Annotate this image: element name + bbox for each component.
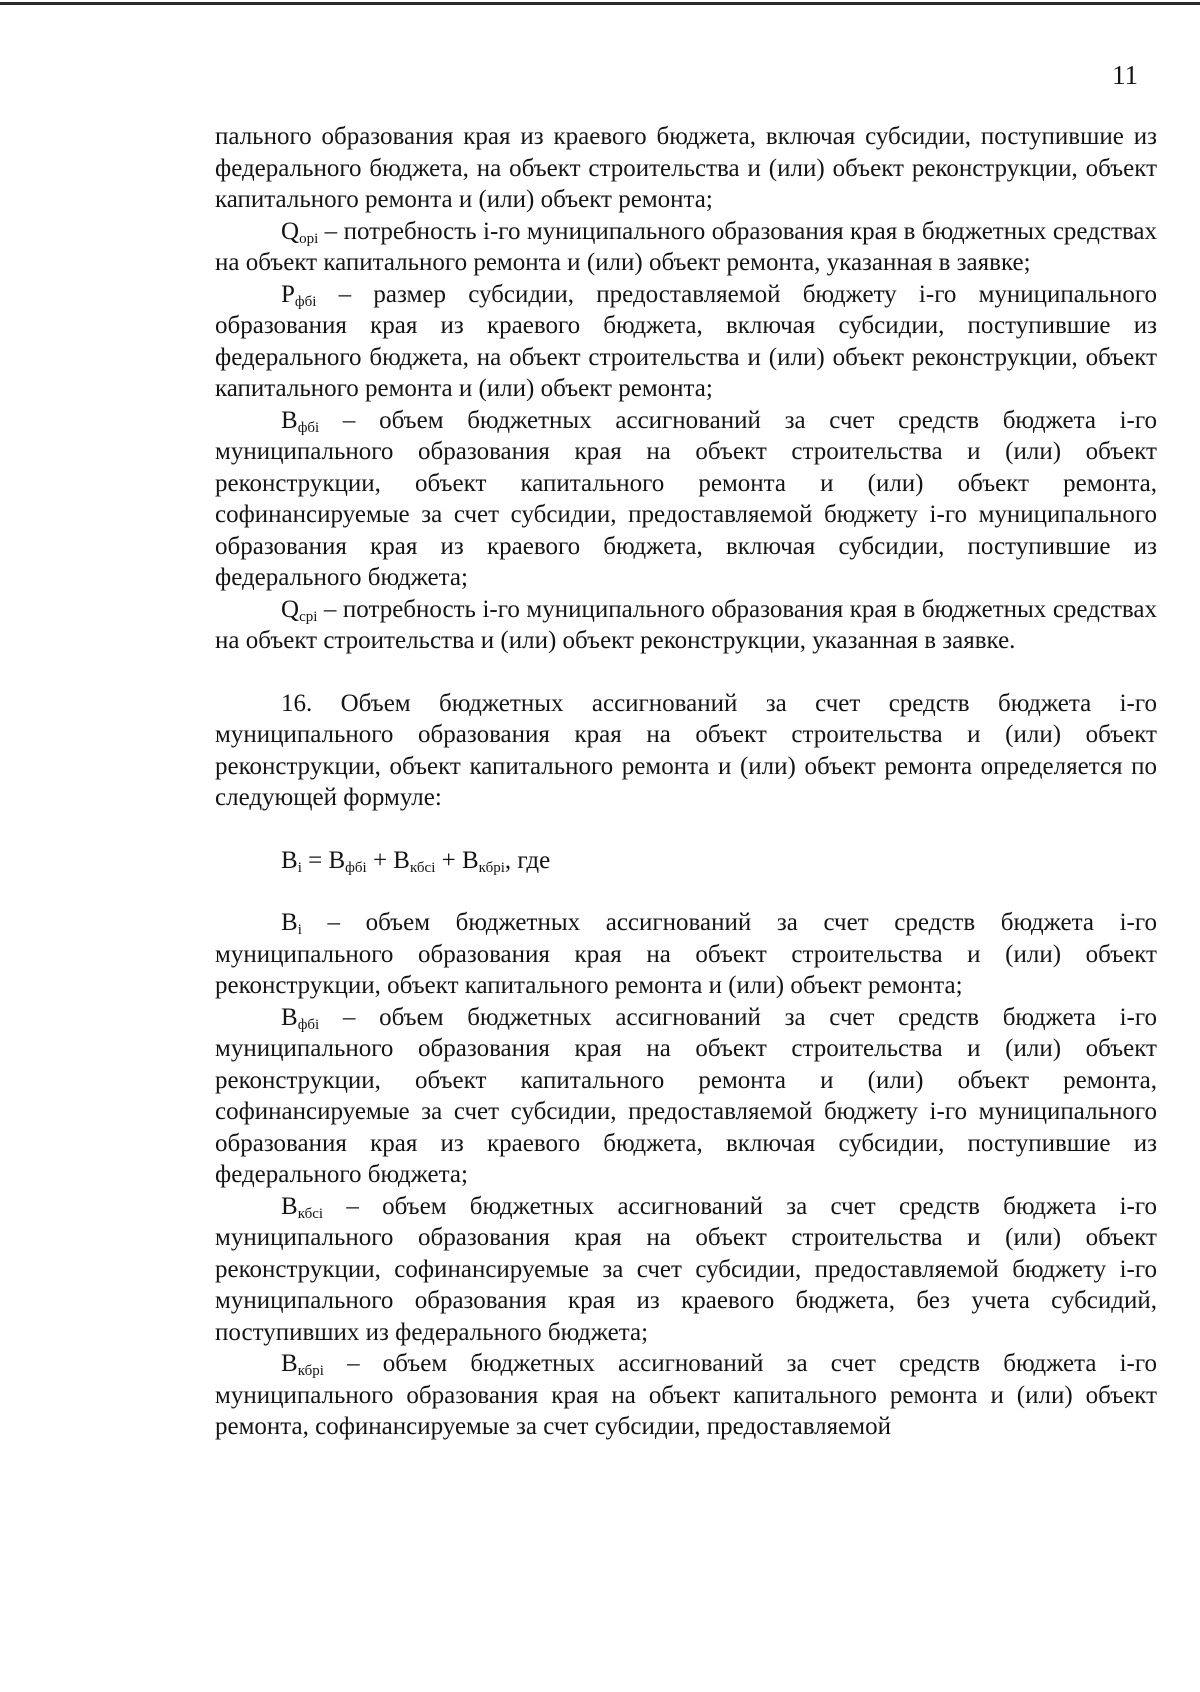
symbol: $B_{фбi}$ [281,406,320,436]
spacer [215,657,1157,688]
symbol: $B_{кбрi}$ [281,1350,324,1379]
paragraph-continuation: пального образования края из краевого бюджета, включая субсидии, поступившие из федерального бюджета, на объект строительства и (или) объект реконструкции, объект капитального ремонта и (или) объект ремонта; [215,123,1157,213]
symbol: $B_i$ [281,909,302,938]
definition-q-or: $Q_{орi}$ – потребность i-го муниципального образования края в бюджетных средствах на объект капитального ремонта и (или) объект ремонта, указанная в заявке; [215,217,1157,276]
document-body [215,121,1157,1443]
definition-b-fb: $B_{фбi}$ – объем бюджетных ассигнований за счет средств бюджета i-го муниципального образования края на объект строительства и (или) объект реконструкции, объект капитального ремонта и (или) объект ремонта, софинансируемые за счет субсидии, предоставляемой бюджету i-го муниципального образования края из краевого бюджета, включая субсидии, поступившие из федерального бюджета; [215,406,1157,591]
symbol: $B_{фбi}$ [281,1003,320,1033]
top-border-line [0,2,1200,5]
definition-b-i: $B_i$ – объем бюджетных ассигнований за счет средств бюджета i-го муниципального образования края на объект строительства и (или) объект реконструкции, объект капитального ремонта и (или) объект ремонта; [215,909,1157,999]
definition-b-fb-2: $B_{фбi}$ – объем бюджетных ассигнований за счет средств бюджета i-го муниципального образования края на объект строительства и (или) объект реконструкции, объект капитального ремонта и (или) объект ремонта, софинансируемые за счет субсидии, предоставляемой бюджету i-го муниципального образования края из краевого бюджета, включая субсидии, поступившие из федерального бюджета; [215,1003,1157,1188]
formula: $B_i = B_{фбi} + B_{кбсi} + B_{кбрi}$, где [281,846,551,876]
definition-p-fb: $P_{фбi}$ – размер субсидии, предоставляемой бюджету i-го муниципального образования края из краевого бюджета, включая субсидии, поступившие из федерального бюджета, на объект строительства и (или) объект реконструкции, объект капитального ремонта и (или) объект ремонта; [215,280,1157,402]
symbol: $Q_{орi}$ [281,217,319,247]
spacer [215,814,1157,845]
definition-q-sr: $Q_{срi}$ – потребность i-го муниципального образования края в бюджетных средствах на объект строительства и (или) объект реконструкции, указанная в заявке. [215,595,1157,654]
symbol: $B_{кбсi}$ [281,1192,324,1222]
definition-b-kbr: $B_{кбрi}$ – объем бюджетных ассигнований за счет средств бюджета i-го муниципального образования края на объект капитального ремонта и (или) объект ремонта, софинансируемые за счет субсидии, предоставляемой [215,1350,1157,1440]
symbol: $P_{фбi}$ [281,280,317,310]
definition-b-kbs: $B_{кбсi}$ – объем бюджетных ассигнований за счет средств бюджета i-го муниципального образования края на объект строительства и (или) объект реконструкции, софинансируемые за счет субсидии, предоставляемой бюджету i-го муниципального образования края из краевого бюджета, без учета субсидий, поступивших из федерального бюджета; [215,1192,1157,1346]
symbol: $Q_{срi}$ [281,595,318,625]
paragraph-item-16: 16. Объем бюджетных ассигнований за счет средств бюджета i-го муниципального образования края на объект строительства и (или) объект реконструкции, объект капитального ремонта и (или) объект ремонта определяется по следующей формуле: [215,689,1157,811]
page-number: 11 [1112,60,1138,90]
spacer [215,876,1157,907]
